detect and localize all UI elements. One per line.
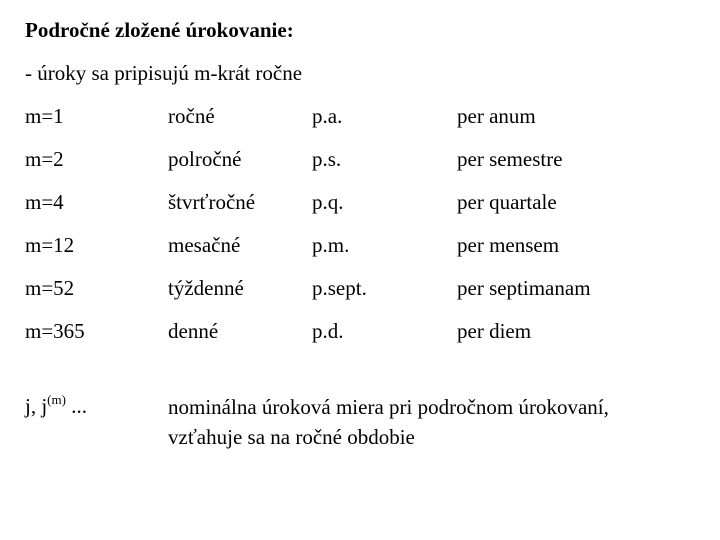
abbreviation-cell: p.q. [312,190,344,214]
term-cell: štvrťročné [168,190,256,214]
frequency-cell: m=1 [25,104,64,128]
term-cell: týždenné [168,276,244,300]
rate-symbol-base: j, j [25,394,48,418]
frequency-cell: m=52 [25,276,75,300]
table-row [0,319,720,349]
latin-cell: per septimanam [457,276,591,300]
frequency-cell: m=365 [25,319,85,343]
rate-symbol-superscript: (m) [47,392,66,407]
table-row [0,147,720,177]
table-row [0,104,720,134]
abbreviation-cell: p.a. [312,104,343,128]
subtitle: - úroky sa pripisujú m-krát ročne [25,61,303,85]
rate-definition [168,392,708,452]
page-title: Področné zložené úrokovanie: [25,18,294,42]
term-cell: polročné [168,147,242,171]
rate-symbol [25,392,87,419]
term-cell: denné [168,319,219,343]
latin-cell: per mensem [457,233,560,257]
latin-cell: per anum [457,104,536,128]
rate-definition-line: vzťahuje sa na ročné obdobie [168,425,415,449]
table-row [0,233,720,263]
abbreviation-cell: p.sept. [312,276,367,300]
latin-cell: per diem [457,319,532,343]
frequency-cell: m=4 [25,190,64,214]
abbreviation-cell: p.s. [312,147,342,171]
latin-cell: per quartale [457,190,557,214]
table-row [0,190,720,220]
term-cell: mesačné [168,233,241,257]
table-row [0,276,720,306]
rate-symbol-ellipsis: ... [65,394,87,418]
term-cell: ročné [168,104,215,128]
frequency-cell: m=2 [25,147,64,171]
latin-cell: per semestre [457,147,563,171]
frequency-cell: m=12 [25,233,75,257]
rate-definition-line: nominálna úroková miera pri področnom úrokovaní, [168,395,609,419]
abbreviation-cell: p.m. [312,233,350,257]
abbreviation-cell: p.d. [312,319,344,343]
